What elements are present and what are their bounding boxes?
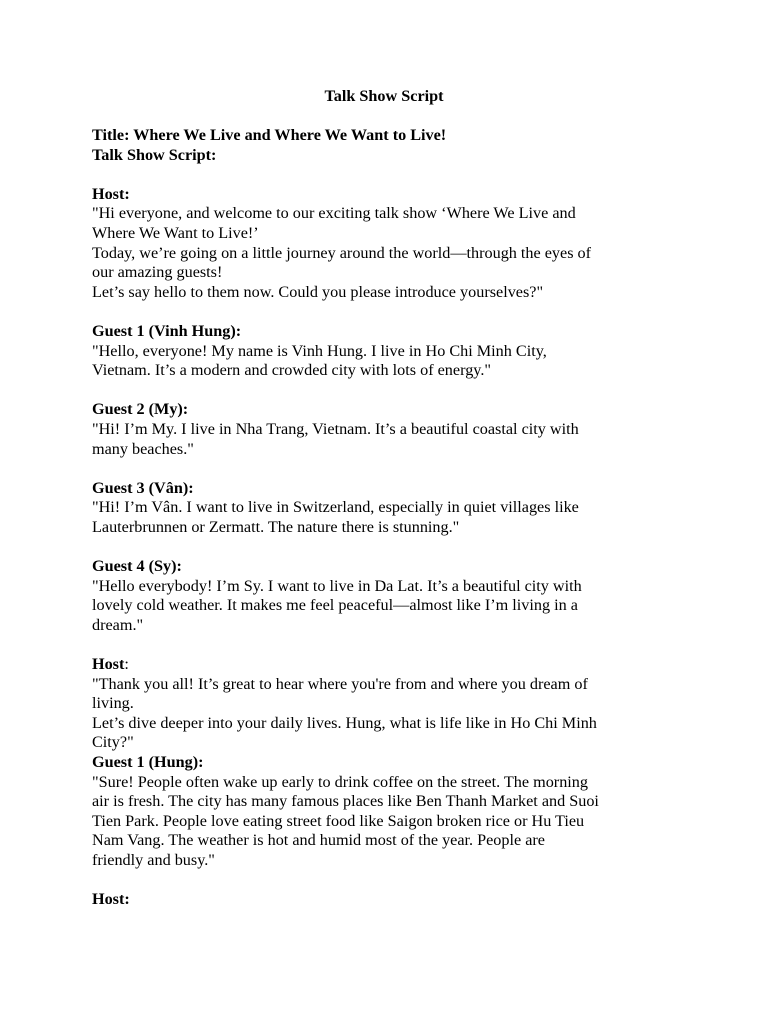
paragraph-gap xyxy=(92,459,672,479)
dialogue-line: Today, we’re going on a little journey around the world—through the eyes of xyxy=(92,243,592,262)
dialogue-line: air is fresh. The city has many famous places like Ben Thanh Market and Suoi xyxy=(92,792,599,811)
paragraph-gap xyxy=(92,302,672,322)
dialogue-line: Vietnam. It’s a modern and crowded city with lots of energy." xyxy=(92,361,491,380)
speaker-colon: : xyxy=(124,655,129,674)
speaker-label: Guest 1 (Hung): xyxy=(92,753,204,771)
speaker-label: Guest 1 (Vinh Hung): xyxy=(92,321,242,340)
speaker-line xyxy=(92,655,672,675)
dialogue-line: friendly and busy." xyxy=(92,850,215,869)
speaker-label: Guest 4 (Sy): xyxy=(92,557,182,576)
script-title: Title: Where We Live and Where We Want to Live! xyxy=(92,126,447,144)
dialogue-line: "Hello, everyone! My name is Vinh Hung. I live in Ho Chi Minh City, xyxy=(92,341,547,360)
section-host-followup xyxy=(92,655,672,753)
section-guest-1 xyxy=(92,322,672,381)
speaker-label: Host: xyxy=(92,890,130,909)
document-title: Talk Show Script xyxy=(324,87,444,105)
dialogue-line: Let’s say hello to them now. Could you please introduce yourselves?" xyxy=(92,282,544,301)
dialogue-line: "Hi! I’m Vân. I want to live in Switzerland, especially in quiet villages like xyxy=(92,498,579,517)
section-guest-4 xyxy=(92,557,672,635)
dialogue-line: Let’s dive deeper into your daily lives. Hung, what is life like in Ho Chi Minh xyxy=(92,713,597,732)
paragraph-gap xyxy=(92,381,672,401)
section-guest-1-hung xyxy=(92,753,672,871)
section-host-final xyxy=(92,890,672,910)
dialogue-line: dream." xyxy=(92,615,144,634)
dialogue-line: Where We Want to Live!’ xyxy=(92,223,259,242)
dialogue-line: "Sure! People often wake up early to drink coffee on the street. The morning xyxy=(92,772,588,791)
section-guest-2 xyxy=(92,400,672,459)
dialogue-line: "Thank you all! It’s great to hear where you're from and where you dream of xyxy=(92,674,588,693)
section-guest-3 xyxy=(92,479,672,538)
paragraph-gap xyxy=(92,537,672,557)
speaker-label: Guest 2 (My): xyxy=(92,400,189,419)
script-subtitle: Talk Show Script: xyxy=(92,145,217,164)
dialogue-line: City?" xyxy=(92,733,134,752)
section-host-intro xyxy=(92,185,672,303)
dialogue-line: Lauterbrunnen or Zermatt. The nature there is stunning." xyxy=(92,517,460,536)
dialogue-line: our amazing guests! xyxy=(92,263,223,282)
dialogue-line: "Hi! I’m My. I live in Nha Trang, Vietnam. It’s a beautiful coastal city with xyxy=(92,419,579,438)
dialogue-line: Nam Vang. The weather is hot and humid most of the year. People are xyxy=(92,831,545,850)
dialogue-line: living. xyxy=(92,694,134,713)
dialogue-line: lovely cold weather. It makes me feel peaceful—almost like I’m living in a xyxy=(92,596,578,615)
speaker-label: Host: xyxy=(92,184,130,203)
speaker-label: Guest 3 (Vân): xyxy=(92,478,194,497)
speaker-label: Host xyxy=(92,655,125,674)
paragraph-gap xyxy=(92,635,672,655)
paragraph-gap xyxy=(92,871,672,891)
document-body xyxy=(92,126,672,910)
dialogue-line: "Hello everybody! I’m Sy. I want to live in Da Lat. It’s a beautiful city with xyxy=(92,576,582,595)
dialogue-line: Tien Park. People love eating street food like Saigon broken rice or Hu Tieu xyxy=(92,811,585,830)
dialogue-line: many beaches." xyxy=(92,439,194,458)
dialogue-line: "Hi everyone, and welcome to our exciting talk show ‘Where We Live and xyxy=(92,204,576,223)
paragraph-gap xyxy=(92,165,672,185)
